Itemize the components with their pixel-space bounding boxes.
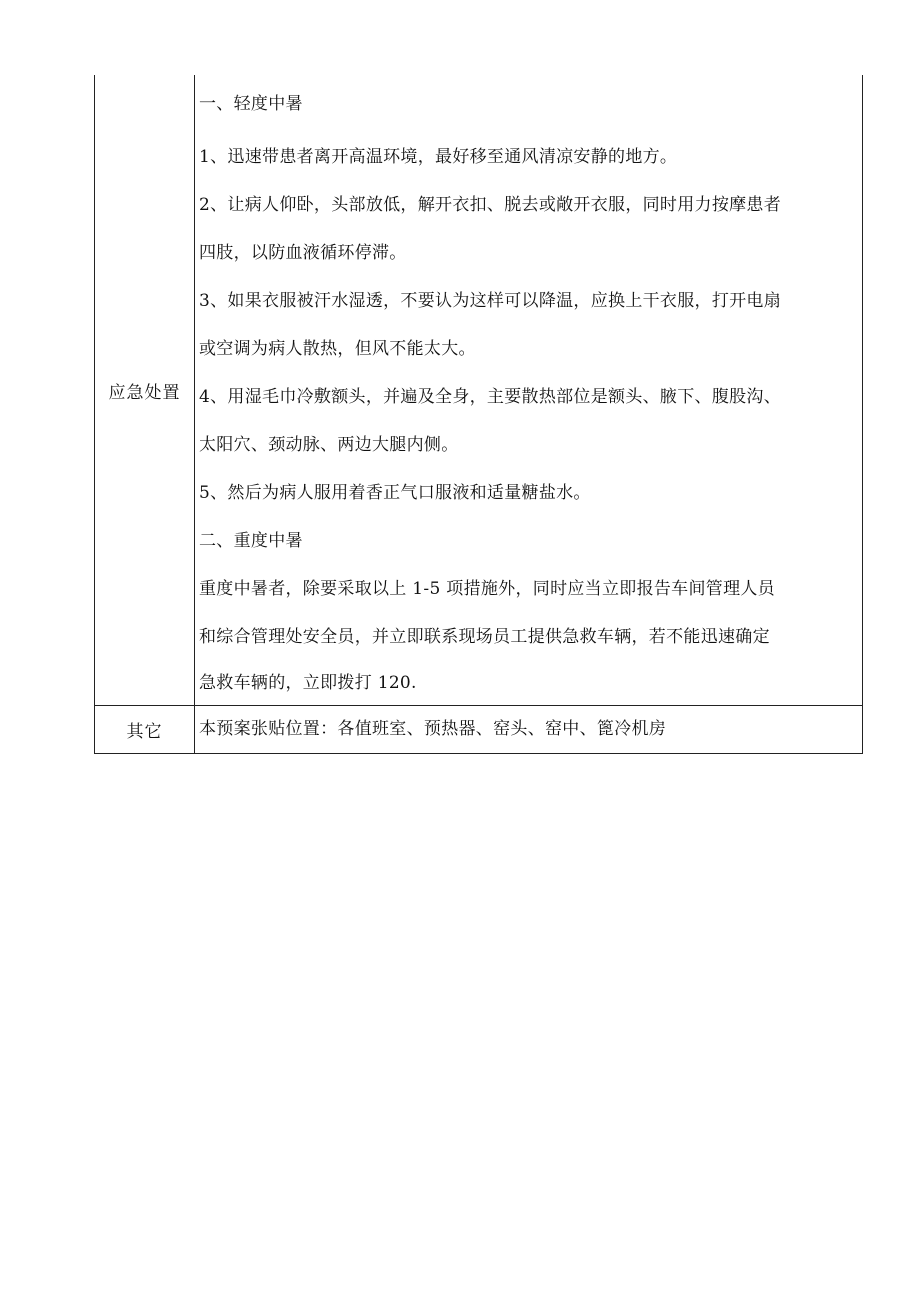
heading-severe-heatstroke: 二、重度中暑: [199, 531, 303, 551]
posting-location-text: 本预案张贴位置：各值班室、预热器、窑头、窑中、篦冷机房: [199, 719, 667, 739]
heading-mild-heatstroke: 一、轻度中暑: [199, 94, 303, 114]
emergency-row: [95, 75, 863, 706]
step-2-line-b: 四肢，以防血液循环停滞。: [199, 243, 407, 263]
step-1-line: 1、迅速带患者离开高温环境，最好移至通风清凉安静的地方。: [199, 147, 678, 167]
emergency-label: 应急处置: [95, 75, 195, 706]
step-3-line-a: 3、如果衣服被汗水湿透，不要认为这样可以降温，应换上干衣服，打开电扇: [199, 291, 782, 311]
step-5-line: 5、然后为病人服用着香正气口服液和适量糖盐水。: [199, 483, 591, 503]
step-3-line-b: 或空调为病人散热，但风不能太大。: [199, 339, 476, 359]
step-2-line-a: 2、让病人仰卧，头部放低，解开衣扣、脱去或敞开衣服，同时用力按摩患者: [199, 195, 782, 215]
step-4-line-b: 太阳穴、颈动脉、两边大腿内侧。: [199, 435, 459, 455]
severe-line-c: 急救车辆的，立即拨打 120.: [199, 673, 417, 693]
severe-line-a: 重度中暑者，除要采取以上 1-5 项措施外，同时应当立即报告车间管理人员: [199, 579, 775, 599]
severe-line-b: 和综合管理处安全员，并立即联系现场员工提供急救车辆，若不能迅速确定: [199, 627, 770, 647]
other-row: [95, 706, 863, 754]
other-content: [195, 706, 863, 754]
emergency-content: [195, 75, 863, 706]
other-label: 其它: [95, 706, 195, 754]
emergency-plan-table: [94, 75, 863, 754]
step-4-line-a: 4、用湿毛巾冷敷额头，并遍及全身，主要散热部位是额头、腋下、腹股沟、: [199, 387, 782, 407]
